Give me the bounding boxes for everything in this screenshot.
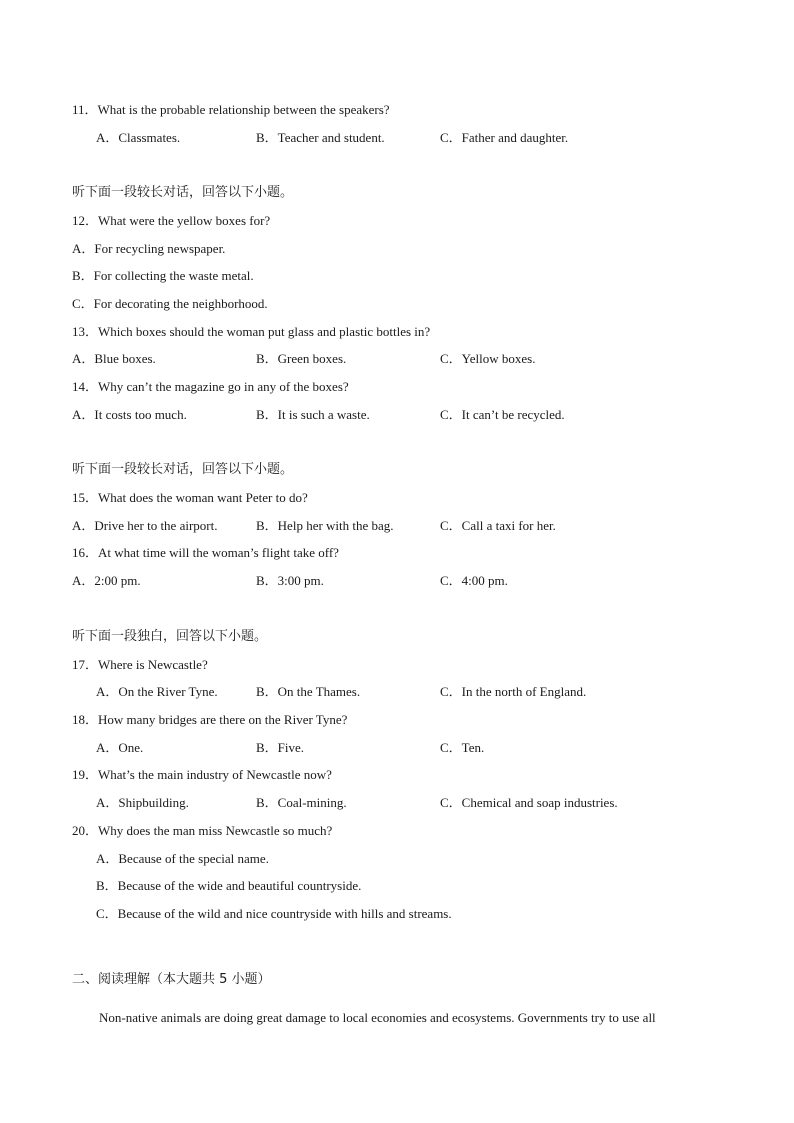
q17-option-b: B．On the Thames. [256, 684, 361, 699]
section-instruction-1: 听下面一段较长对话，回答以下小题。 [72, 185, 294, 200]
q19-option-b: B．Coal-mining. [256, 795, 347, 810]
section-instruction-3: 听下面一段独白，回答以下小题。 [72, 629, 268, 644]
q17-option-a: A．On the River Tyne. [96, 684, 218, 699]
q14-option-b: B．It is such a waste. [256, 407, 370, 422]
q11-option-b: B．Teacher and student. [256, 130, 385, 145]
q16-option-a: A．2:00 pm. [72, 573, 141, 588]
question-16-stem: 16．At what time will the woman’s flight take off? [72, 545, 339, 560]
q19-option-c: C．Chemical and soap industries. [440, 795, 618, 810]
part-two-heading: 二、阅读理解（本大题共 5 小题） [72, 972, 271, 987]
q11-option-a: A．Classmates. [96, 130, 181, 145]
q20-option-a: A．Because of the special name. [96, 851, 269, 866]
q14-option-c: C．It can’t be recycled. [440, 407, 565, 422]
question-14-stem: 14．Why can’t the magazine go in any of the boxes? [72, 379, 349, 394]
q11-option-c: C．Father and daughter. [440, 130, 569, 145]
question-12-stem: 12．What were the yellow boxes for? [72, 213, 271, 228]
question-18-stem: 18．How many bridges are there on the River Tyne? [72, 712, 348, 727]
q12-option-a: A．For recycling newspaper. [72, 241, 226, 256]
q15-option-a: A．Drive her to the airport. [72, 518, 218, 533]
q20-option-b: B．Because of the wide and beautiful countryside. [96, 878, 362, 893]
question-15-stem: 15．What does the woman want Peter to do? [72, 490, 308, 505]
question-13-stem: 13．Which boxes should the woman put glass and plastic bottles in? [72, 324, 431, 339]
q13-option-c: C．Yellow boxes. [440, 351, 536, 366]
q18-option-a: A．One. [96, 740, 144, 755]
q13-option-a: A．Blue boxes. [72, 351, 156, 366]
q13-option-b: B．Green boxes. [256, 351, 347, 366]
q19-option-a: A．Shipbuilding. [96, 795, 189, 810]
q15-option-c: C．Call a taxi for her. [440, 518, 556, 533]
q14-option-a: A．It costs too much. [72, 407, 187, 422]
q12-option-c: C．For decorating the neighborhood. [72, 296, 268, 311]
reading-passage-first-line: Non-native animals are doing great damage to local economies and ecosystems. Governments try to use all [99, 1010, 656, 1025]
q18-option-b: B．Five. [256, 740, 305, 755]
question-11-stem: 11．What is the probable relationship between the speakers? [72, 102, 390, 117]
q16-option-b: B．3:00 pm. [256, 573, 324, 588]
q16-option-c: C．4:00 pm. [440, 573, 508, 588]
q17-option-c: C．In the north of England. [440, 684, 587, 699]
question-17-stem: 17．Where is Newcastle? [72, 657, 208, 672]
q15-option-b: B．Help her with the bag. [256, 518, 394, 533]
q20-option-c: C．Because of the wild and nice countryside with hills and streams. [96, 906, 452, 921]
question-20-stem: 20．Why does the man miss Newcastle so much? [72, 823, 333, 838]
q18-option-c: C．Ten. [440, 740, 485, 755]
question-19-stem: 19．What’s the main industry of Newcastle now? [72, 767, 332, 782]
section-instruction-2: 听下面一段较长对话，回答以下小题。 [72, 462, 294, 477]
q12-option-b: B．For collecting the waste metal. [72, 268, 254, 283]
